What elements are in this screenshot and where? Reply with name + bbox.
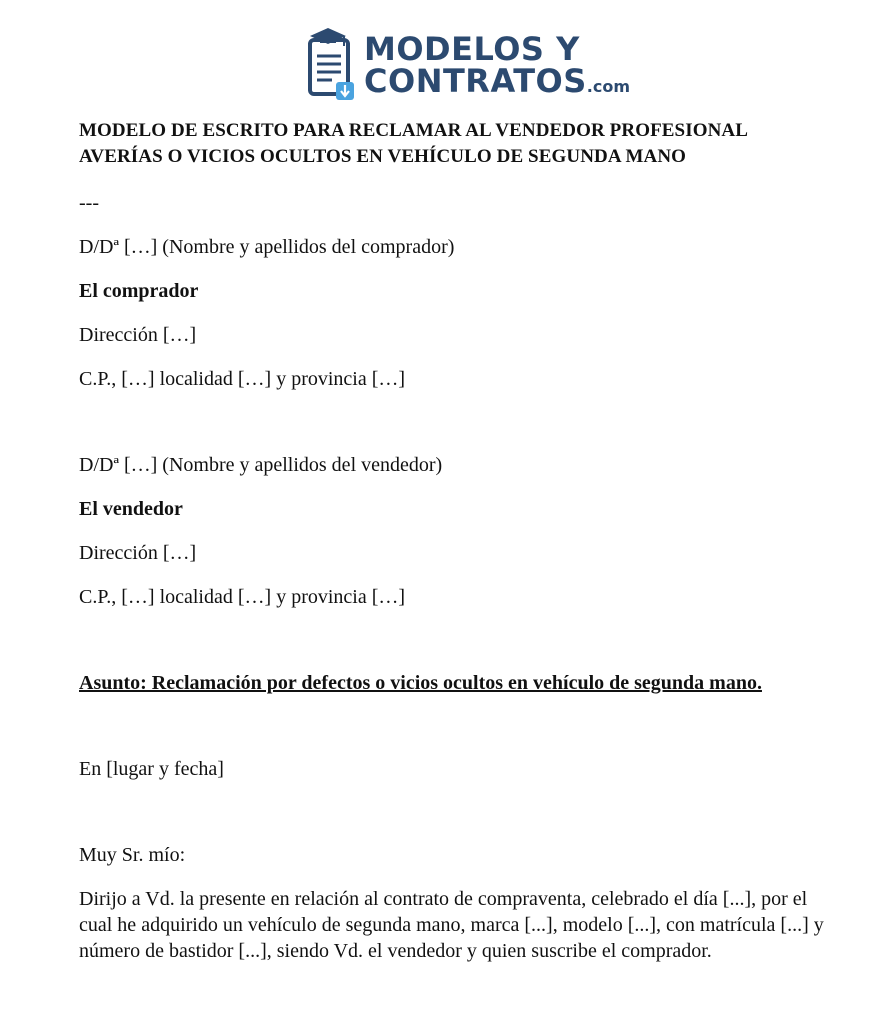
seller-address: Dirección […]: [79, 542, 197, 564]
buyer-address: Dirección […]: [79, 324, 197, 346]
site-logo: [306, 26, 631, 102]
logo-text-suffix: .com: [586, 77, 631, 96]
logo-text-line2: [364, 64, 630, 104]
logo-text-line1: MODELOS Y: [364, 30, 580, 68]
body-paragraph: Dirijo a Vd. la presente en relación al contrato de compraventa, celebrado el día [...], por el cual he adquirido un vehículo de segunda mano, marca [...], modelo [...], con matrícula [...] y número de bastidor [...], siendo Vd. el vendedor y quien suscribe el comprador.: [79, 888, 824, 962]
title-line-2: AVERÍAS O VICIOS OCULTOS EN VEHÍCULO DE SEGUNDA MANO: [79, 146, 687, 167]
seller-label: El vendedor: [79, 498, 183, 520]
document-graduation-cap-download-icon: [306, 26, 356, 102]
place-and-date: En [lugar y fecha]: [79, 758, 224, 780]
buyer-label: El comprador: [79, 280, 199, 302]
separator: ---: [79, 192, 99, 214]
title-line-1: MODELO DE ESCRITO PARA RECLAMAR AL VENDEDOR PROFESIONAL: [79, 120, 749, 141]
document-body: [79, 118, 824, 964]
seller-location: C.P., […] localidad […] y provincia […]: [79, 586, 406, 608]
logo-text-contratos: CONTRATOS: [364, 62, 587, 100]
buyer-name: D/Dª […] (Nombre y apellidos del comprador): [79, 236, 455, 258]
greeting: Muy Sr. mío:: [79, 844, 186, 866]
document-title: [79, 118, 819, 170]
subject-line: Asunto: Reclamación por defectos o vicios ocultos en vehículo de segunda mano.: [79, 672, 762, 694]
buyer-location: C.P., […] localidad […] y provincia […]: [79, 368, 406, 390]
seller-name: D/Dª […] (Nombre y apellidos del vendedor): [79, 454, 443, 476]
